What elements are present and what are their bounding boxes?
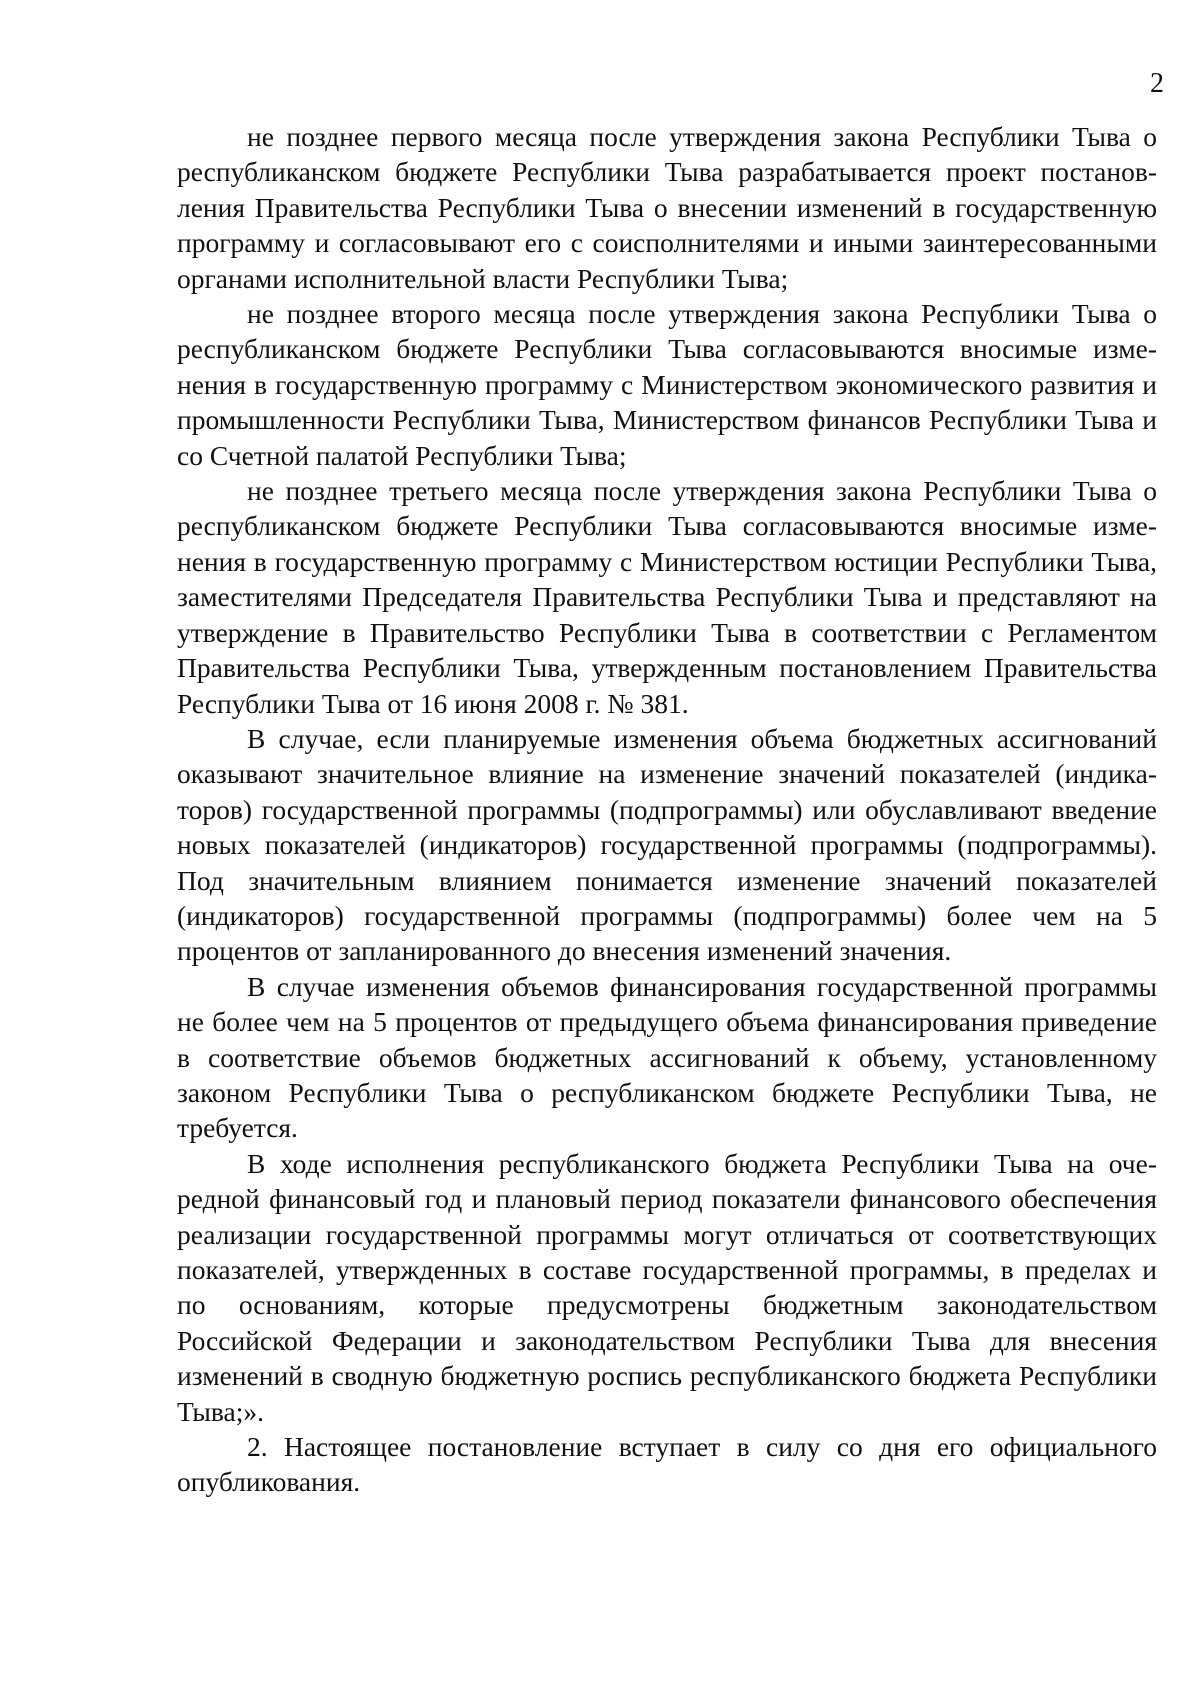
paragraph-significant-impact: В случае, если планируемые изменения объема бюджетных ассигнований оказывают значительное влияние на изменение значений показателей (индикаторов) государственной программы (подпрограммы) или обуславливают введение новых показателей (индикаторов) государственной программы (подпрограммы). Под значительным влиянием понимается изменение значений показателей (индикаторов) государственной программы (подпрограммы) более чем на 5 процентов от запланированного до внесения изменений значения.: [177, 722, 1157, 967]
page-number: 2: [1150, 68, 1164, 99]
paragraph-second-month-deadline: не позднее второго месяца после утверждения закона Республики Тыва о республиканском бюджете Республики Тыва согласовываются вносимые изменения в государственную программу с Министерством экономического развития и промышленности Республики Тыва, Министерством финансов Республики Тыва и со Счетной палатой Республики Тыва;: [177, 298, 1157, 471]
paragraph-third-month-deadline: не позднее третьего месяца после утверждения закона Республики Тыва о республиканском бюджете Республики Тыва согласовываются вносимые изменения в государственную программу с Министерством юстиции Республики Тыва, заместителями Председателя Правительства Республики Тыва и представляют на утверждение в Правительство Республики Тыва в соответствии с Регламентом Правительства Республики Тыва, утвержденным постановлением Правительства Республики Тыва от 16 июня 2008 г. № 381.: [177, 475, 1157, 719]
paragraph-effective-date: 2. Настоящее постановление вступает в силу со дня его официального опубликования.: [177, 1431, 1157, 1498]
paragraph-first-month-deadline: не позднее первого месяца после утверждения закона Республики Тыва о республиканском бюджете Республики Тыва разрабатывается проект постановления Правительства Республики Тыва о внесении изменений в государственную программу и согласовывают его с соисполнителями и иными заинтересованными органами исполнительной власти Республики Тыва;: [177, 121, 1157, 294]
paragraph-five-percent-change: В случае изменения объемов финансирования государственной программы не более чем на 5 процентов от предыдущего объема финансирования приведение в соответствие объемов бюджетных ассигнований к объему, установленному законом Республики Тыва о республиканском бюджете Республики Тыва, не требуется.: [177, 970, 1157, 1144]
document-body: [177, 119, 1157, 1500]
paragraph-budget-execution: В ходе исполнения республиканского бюджета Республики Тыва на очередной финансовый год и плановый период показатели финансового обеспечения реализации государственной программы могут отличаться от соответствующих показателей, утвержденных в составе государственной программы, в пределах и по основаниям, которые предусмотрены бюджетным законодательством Российской Федерации и законодательством Республики Тыва для внесения изменений в сводную бюджетную роспись республиканского бюджета Республики Тыва;».: [177, 1147, 1157, 1427]
